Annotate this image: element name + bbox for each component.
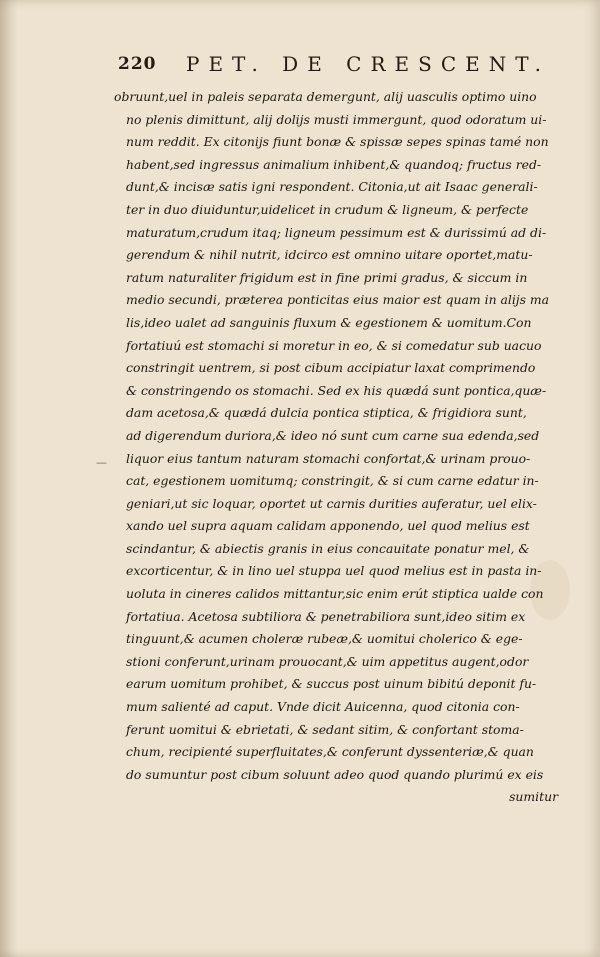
text-block (114, 86, 584, 809)
running-title: PET. DE CRESCENT. (186, 52, 550, 76)
text-line: ferunt uomitui & ebrietati, & sedant sitim, & confortant stoma- (126, 721, 524, 737)
text-line: stioni conferunt,urinam prouocant,& uim appetitus augent,odor (126, 653, 529, 669)
text-line: & constringendo os stomachi. Sed ex his quædá sunt pontica,quæ- (126, 382, 547, 398)
text-line: ad digerendum duriora,& ideo nó sunt cum carne sua edenda,sed (126, 427, 540, 443)
text-line: medio secundi, præterea ponticitas eius maior est quam in alijs ma (126, 292, 550, 308)
text-line: earum uomitum prohibet, & succus post uinum bibitú deponit fu- (126, 676, 537, 692)
page-number: 220 (118, 54, 157, 74)
text-line: cat, egestionem uomitumq; constringit, & si cum carne edatur in- (126, 473, 539, 489)
text-line: constringit uentrem, si post cibum accipiatur laxat comprimendo (126, 360, 536, 376)
text-line: liquor eius tantum naturam stomachi confortat,& urinam prouo- (126, 450, 531, 466)
text-line: maturatum,crudum itaq; ligneum pessimum est & durissimú ad di- (126, 224, 547, 240)
margin-mark: — (96, 456, 107, 469)
running-head (118, 52, 558, 82)
text-line: geniari,ut sic loquar, oportet ut carnis durities auferatur, uel elix- (126, 495, 537, 511)
text-line: ratum naturaliter frigidum est in fine primi gradus, & siccum in (126, 269, 528, 285)
text-line: chum, recipienté superfluitates,& conferunt dyssenteriæ,& quan (126, 744, 534, 760)
text-line: gerendum & nihil nutrit, idcirco est omnino uitare oportet,matu- (126, 247, 533, 263)
text-line: fortatiua. Acetosa subtiliora & penetrabiliora sunt,ideo sitim ex (126, 608, 526, 624)
text-line: xando uel supra aquam calidam apponendo, uel quod melius est (126, 518, 530, 534)
text-line: habent,sed ingressus animalium inhibent,& quandoq; fructus red- (126, 156, 542, 172)
text-line: uoluta in cineres calidos mittantur,sic enim erút stiptica ualde con (126, 586, 544, 602)
text-line: scindantur, & abiectis granis in eius concauitate ponatur mel, & (126, 540, 530, 556)
text-line: excorticentur, & in lino uel stuppa uel quod melius est in pasta in- (126, 563, 542, 579)
text-line: mum salienté ad caput. Vnde dicit Auicenna, quod citonia con- (126, 699, 520, 715)
text-line: do sumuntur post cibum soluunt adeo quod quando plurimú ex eis (126, 766, 544, 782)
text-line: obruunt,uel in paleis separata demergunt, alij uasculis optimo uino (114, 89, 537, 104)
text-line: no plenis dimittunt, alij dolijs musti immergunt, quod odoratum ui- (126, 111, 547, 127)
text-line: ter in duo diuiduntur,uidelicet in crudum & ligneum, & perfecte (126, 201, 529, 217)
text-line: fortatiuú est stomachi si moretur in eo, & si comedatur sub uacuo (126, 337, 542, 353)
catchword: sumitur (509, 789, 558, 805)
page-gutter-shadow (0, 0, 18, 957)
text-line: lis,ideo ualet ad sanguinis fluxum & egestionem & uomitum.Con (126, 314, 532, 330)
text-line: dam acetosa,& quædá dulcia pontica stiptica, & frigidiora sunt, (126, 405, 527, 421)
text-line: dunt,& incisæ satis igni respondent. Citonia,ut ait Isaac generali- (126, 179, 538, 195)
text-line: num reddit. Ex citonijs fiunt bonæ & spissæ sepes spinas tamé non (126, 134, 549, 150)
text-line: tinguunt,& acumen choleræ rubeæ,& uomitui cholerico & ege- (126, 631, 523, 647)
